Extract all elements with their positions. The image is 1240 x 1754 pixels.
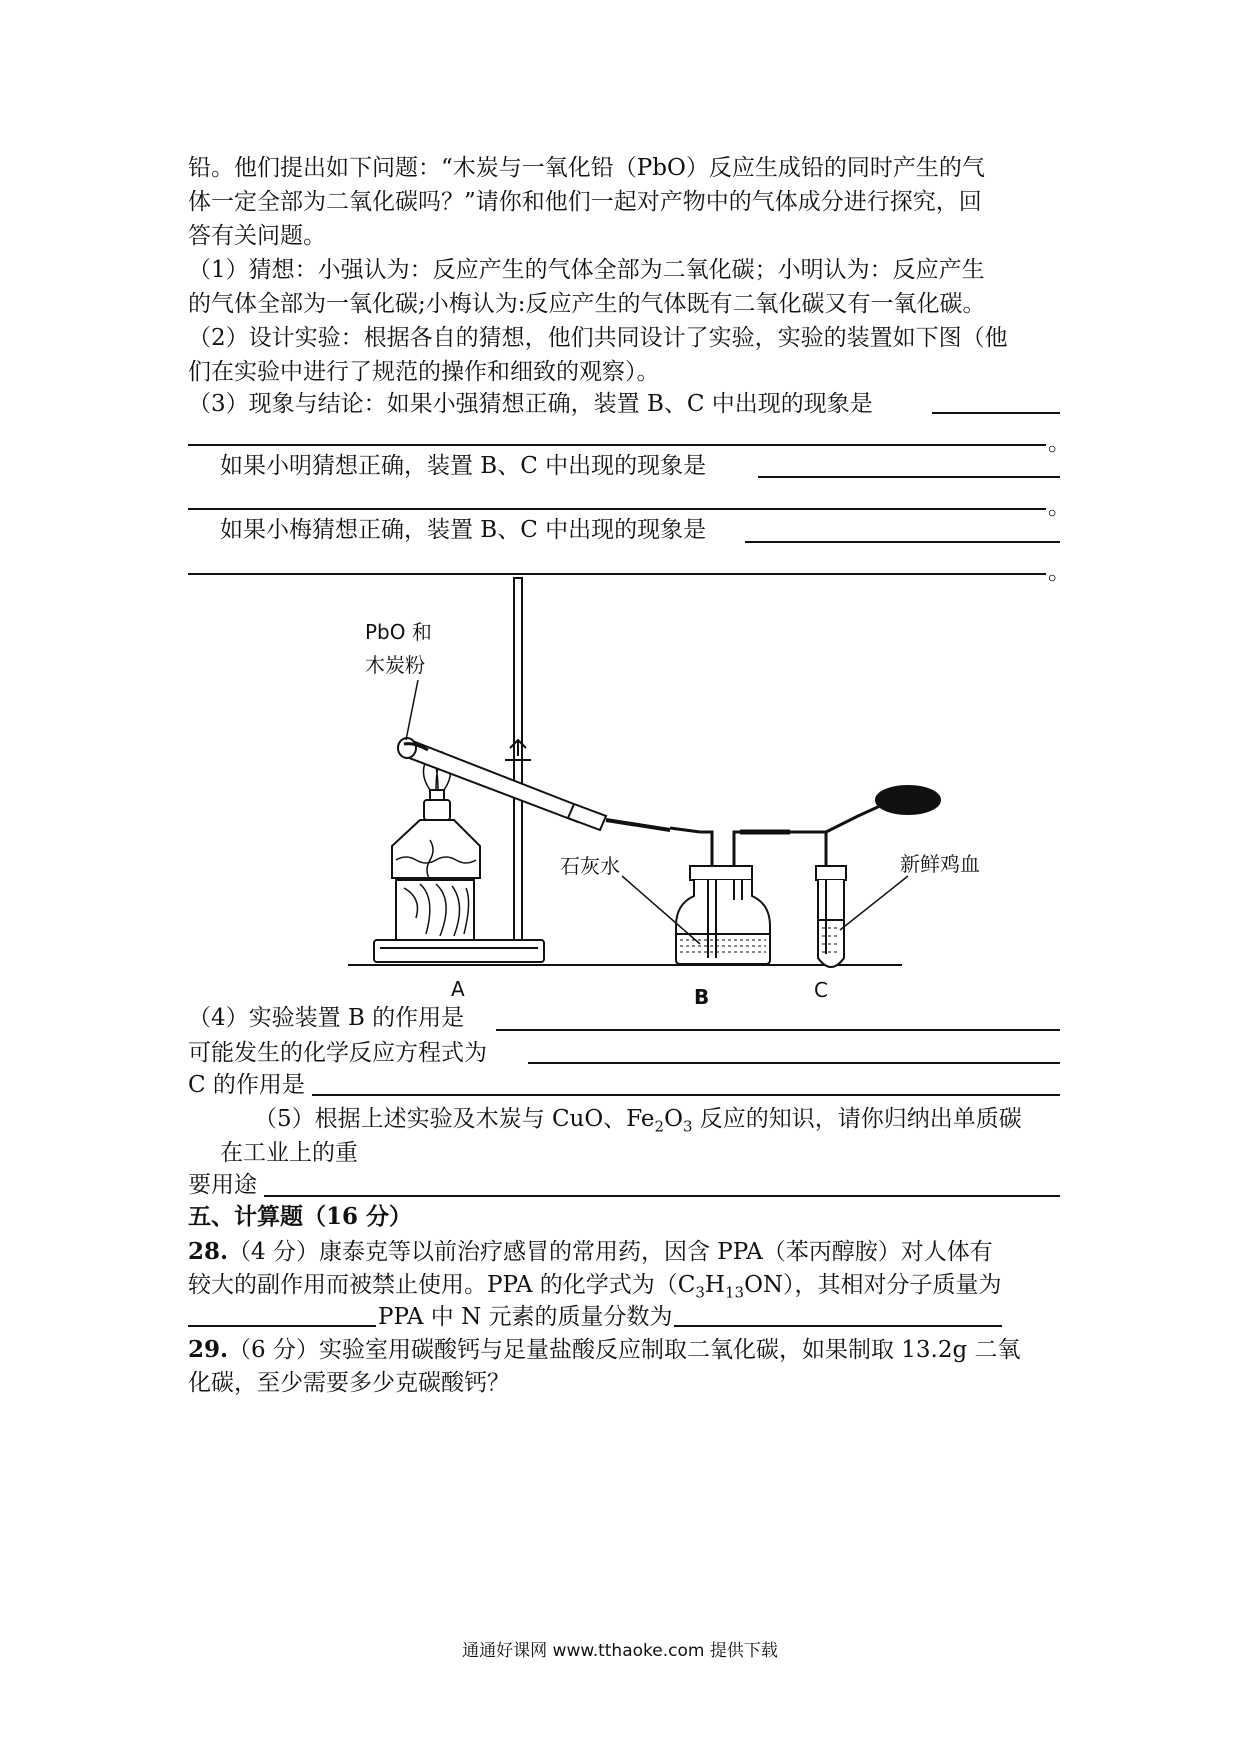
connecting-tube-ab <box>700 832 712 866</box>
q2-line-1: （2）设计实验：根据各自的猜想，他们共同设计了实验，实验的装置如下图（他 <box>188 325 1008 351</box>
q28-number: 28. <box>188 1238 229 1265</box>
apparatus-label-c: C <box>814 978 828 1002</box>
apparatus-label-a: A <box>451 977 465 1001</box>
q3-line-2: 如果小明猜想正确，装置 B、C 中出现的现象是 <box>220 453 707 479</box>
q28-line-3: PPA 中 N 元素的质量分数为 <box>378 1304 673 1330</box>
q3-line-1: （3）现象与结论：如果小强猜想正确，装置 B、C 中出现的现象是 <box>188 391 873 417</box>
q5-sub-2: 3 <box>682 1117 693 1136</box>
q28-line-1 <box>188 1235 993 1269</box>
rubber-bulb <box>876 786 940 814</box>
pbo-label-line-1: PbO 和 <box>365 620 432 644</box>
q3-period-2: 。 <box>1048 494 1071 520</box>
q1-line-1: （1）猜想：小强认为：反应产生的气体全部为二氧化碳；小明认为：反应产生 <box>188 257 985 283</box>
q5-line-3: 要用途 <box>188 1172 257 1198</box>
q3-line-3: 如果小梅猜想正确，装置 B、C 中出现的现象是 <box>220 517 707 543</box>
q28-answer-blank-2[interactable] <box>674 1325 1002 1327</box>
q28-line-2-b: ON），其相对分子质量为 <box>744 1272 1002 1298</box>
q4-answer-blank-2[interactable] <box>528 1062 1060 1064</box>
q5-line-1 <box>254 1102 1022 1144</box>
q28-answer-blank-1[interactable] <box>188 1325 376 1327</box>
pbo-label-line-2: 木炭粉 <box>365 653 425 677</box>
alcohol-lamp <box>392 820 480 878</box>
q5-line-1-text: （5）根据上述实验及木炭与 CuO、Fe <box>254 1106 655 1132</box>
q5-sub-1: 2 <box>654 1117 665 1136</box>
q5-line-2: 在工业上的重 <box>220 1140 358 1166</box>
q1-line-2: 的气体全部为一氧化碳;小梅认为:反应产生的气体既有二氧化碳又有一氧化碳。 <box>188 291 986 317</box>
q29-line-1 <box>188 1333 1021 1367</box>
q4-answer-blank-1[interactable] <box>496 1029 1060 1031</box>
q5-answer-blank[interactable] <box>264 1195 1060 1197</box>
q29-line-2: 化碳，至少需要多少克碳酸钙？ <box>188 1370 510 1396</box>
q29-line-1-text: （6 分）实验室用碳酸钙与足量盐酸反应制取二氧化碳，如果制取 13.2g 二氧 <box>228 1337 1021 1363</box>
q4-line-3: C 的作用是 <box>188 1072 305 1098</box>
intro-line-1: 铅。他们提出如下问题：“木炭与一氧化铅（PbO）反应生成铅的同时产生的气 <box>188 155 985 181</box>
apparatus-label-b: B <box>694 985 710 1009</box>
tube-c <box>818 880 844 967</box>
q4-line-1: （4）实验装置 B 的作用是 <box>188 1005 465 1031</box>
stopper-b <box>690 866 752 880</box>
q28-line-2-a: 较大的副作用而被禁止使用。PPA 的化学式为（C <box>188 1272 696 1298</box>
page-footer: 通通好课网 www.tthaoke.com 提供下载 <box>462 1641 778 1661</box>
stopper-c <box>816 866 846 880</box>
wooden-block <box>396 880 474 940</box>
q5-line-1-end: 反应的知识，请你归纳出单质碳 <box>692 1106 1022 1132</box>
bottle-b <box>676 880 770 964</box>
limewater-label: 石灰水 <box>560 854 620 878</box>
connecting-tube-bc <box>734 832 826 866</box>
q4-answer-blank-3[interactable] <box>312 1094 1060 1096</box>
section-5-title: 五、计算题（16 分） <box>188 1203 413 1230</box>
q5-line-1-mid: O <box>664 1106 683 1132</box>
q3-period-3: 。 <box>1048 559 1071 585</box>
intro-line-2: 体一定全部为二氧化碳吗？”请你和他们一起对产物中的气体成分进行探究，回 <box>188 189 982 215</box>
q28-line-1-text: （4 分）康泰克等以前治疗感冒的常用药，因含 PPA（苯丙醇胺）对人体有 <box>228 1239 993 1265</box>
q3-period-1: 。 <box>1048 430 1071 456</box>
q28-h: H <box>704 1272 725 1298</box>
q29-number: 29. <box>188 1336 229 1363</box>
blood-label: 新鲜鸡血 <box>900 852 980 876</box>
q4-line-2: 可能发生的化学反应方程式为 <box>188 1040 487 1066</box>
q28-sub-h: 13 <box>724 1283 745 1302</box>
stand-base <box>374 940 544 962</box>
q28-sub-c: 3 <box>695 1283 705 1302</box>
q2-line-2: 们在实验中进行了规范的操作和细致的观察）。 <box>188 359 660 385</box>
intro-line-3: 答有关问题。 <box>188 223 326 249</box>
